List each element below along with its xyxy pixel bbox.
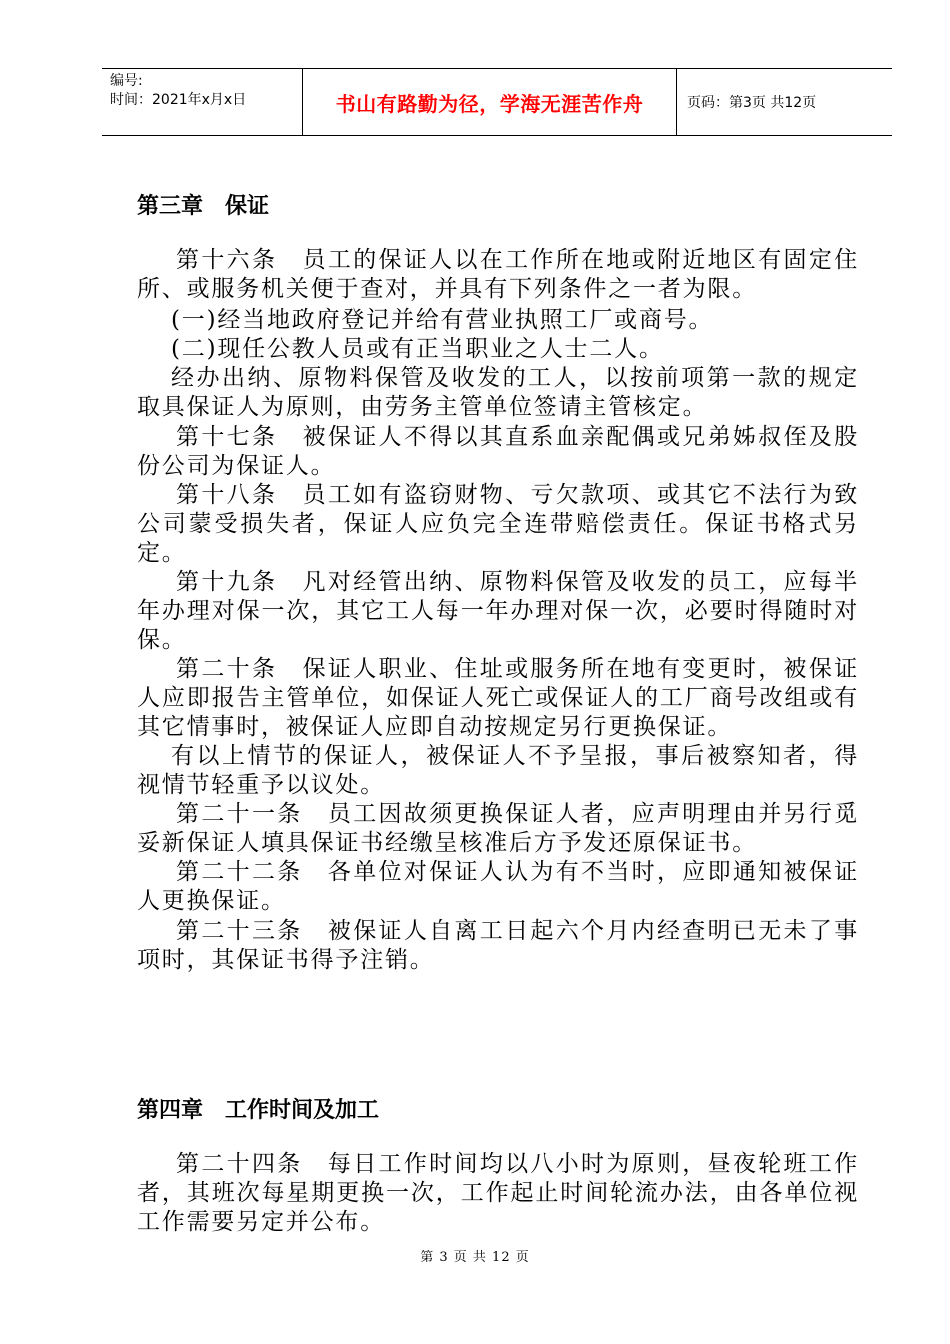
article-16-item-2: (二)现任公教人员或有正当职业之人士二人。 (171, 336, 664, 362)
article-24: 第二十四条 每日工作时间均以八小时为原则，昼夜轮班工作者，其班次每星期更换一次，工作起止时间轮流办法，由各单位视工作需要另定并公布。 (137, 1151, 859, 1235)
page-footer: 第 3 页 共 12 页 (420, 1250, 530, 1265)
header-motto: 书山有路勤为径，学海无涯苦作舟 (303, 69, 677, 135)
article-17: 第十七条 被保证人不得以其直系血亲配偶或兄弟姊叔侄及股份公司为保证人。 (137, 424, 859, 479)
article-18: 第十八条 员工如有盗窃财物、亏欠款项、或其它不法行为致公司蒙受损失者，保证人应负完全连带赔偿责任。保证书格式另定。 (137, 482, 859, 566)
article-16-item-1: (一)经当地政府登记并给有营业执照工厂或商号。 (171, 307, 714, 333)
article-16-note: 经办出纳、原物料保管及收发的工人，以按前项第一款的规定取具保证人为原则，由劳务主管单位签请主管核定。 (137, 365, 859, 420)
article-16: 第十六条 员工的保证人以在工作所在地或附近地区有固定住所、或服务机关便于查对，并具有下列条件之一者为限。 (137, 247, 859, 302)
page-header (102, 68, 892, 136)
header-meta (102, 69, 303, 135)
article-20: 第二十条 保证人职业、住址或服务所在地有变更时，被保证人应即报告主管单位，如保证人死亡或保证人的工厂商号改组或有其它情事时，被保证人应即自动按规定另行更换保证。 (137, 656, 859, 740)
time-label: 时间：2021年x月x日 (110, 92, 247, 108)
chapter-4-title: 第四章 工作时间及加工 (137, 1098, 380, 1123)
article-20-note: 有以上情节的保证人，被保证人不予呈报，事后被察知者，得视情节轻重予以议处。 (137, 743, 859, 798)
article-23: 第二十三条 被保证人自离工日起六个月内经查明已无未了事项时，其保证书得予注销。 (137, 918, 859, 973)
article-21: 第二十一条 员工因故须更换保证人者，应声明理由并另行觅妥新保证人填具保证书经缴呈核准后方予发还原保证书。 (137, 801, 859, 856)
header-page-info: 页码：第3页 共12页 (687, 95, 817, 111)
chapter-3-title: 第三章 保证 (137, 194, 270, 219)
article-19: 第十九条 凡对经管出纳、原物料保管及收发的员工，应每半年办理对保一次，其它工人每一年办理对保一次，必要时得随时对保。 (137, 569, 859, 653)
article-22: 第二十二条 各单位对保证人认为有不当时，应即通知被保证人更换保证。 (137, 859, 859, 914)
serial-label: 编号: (110, 73, 143, 89)
